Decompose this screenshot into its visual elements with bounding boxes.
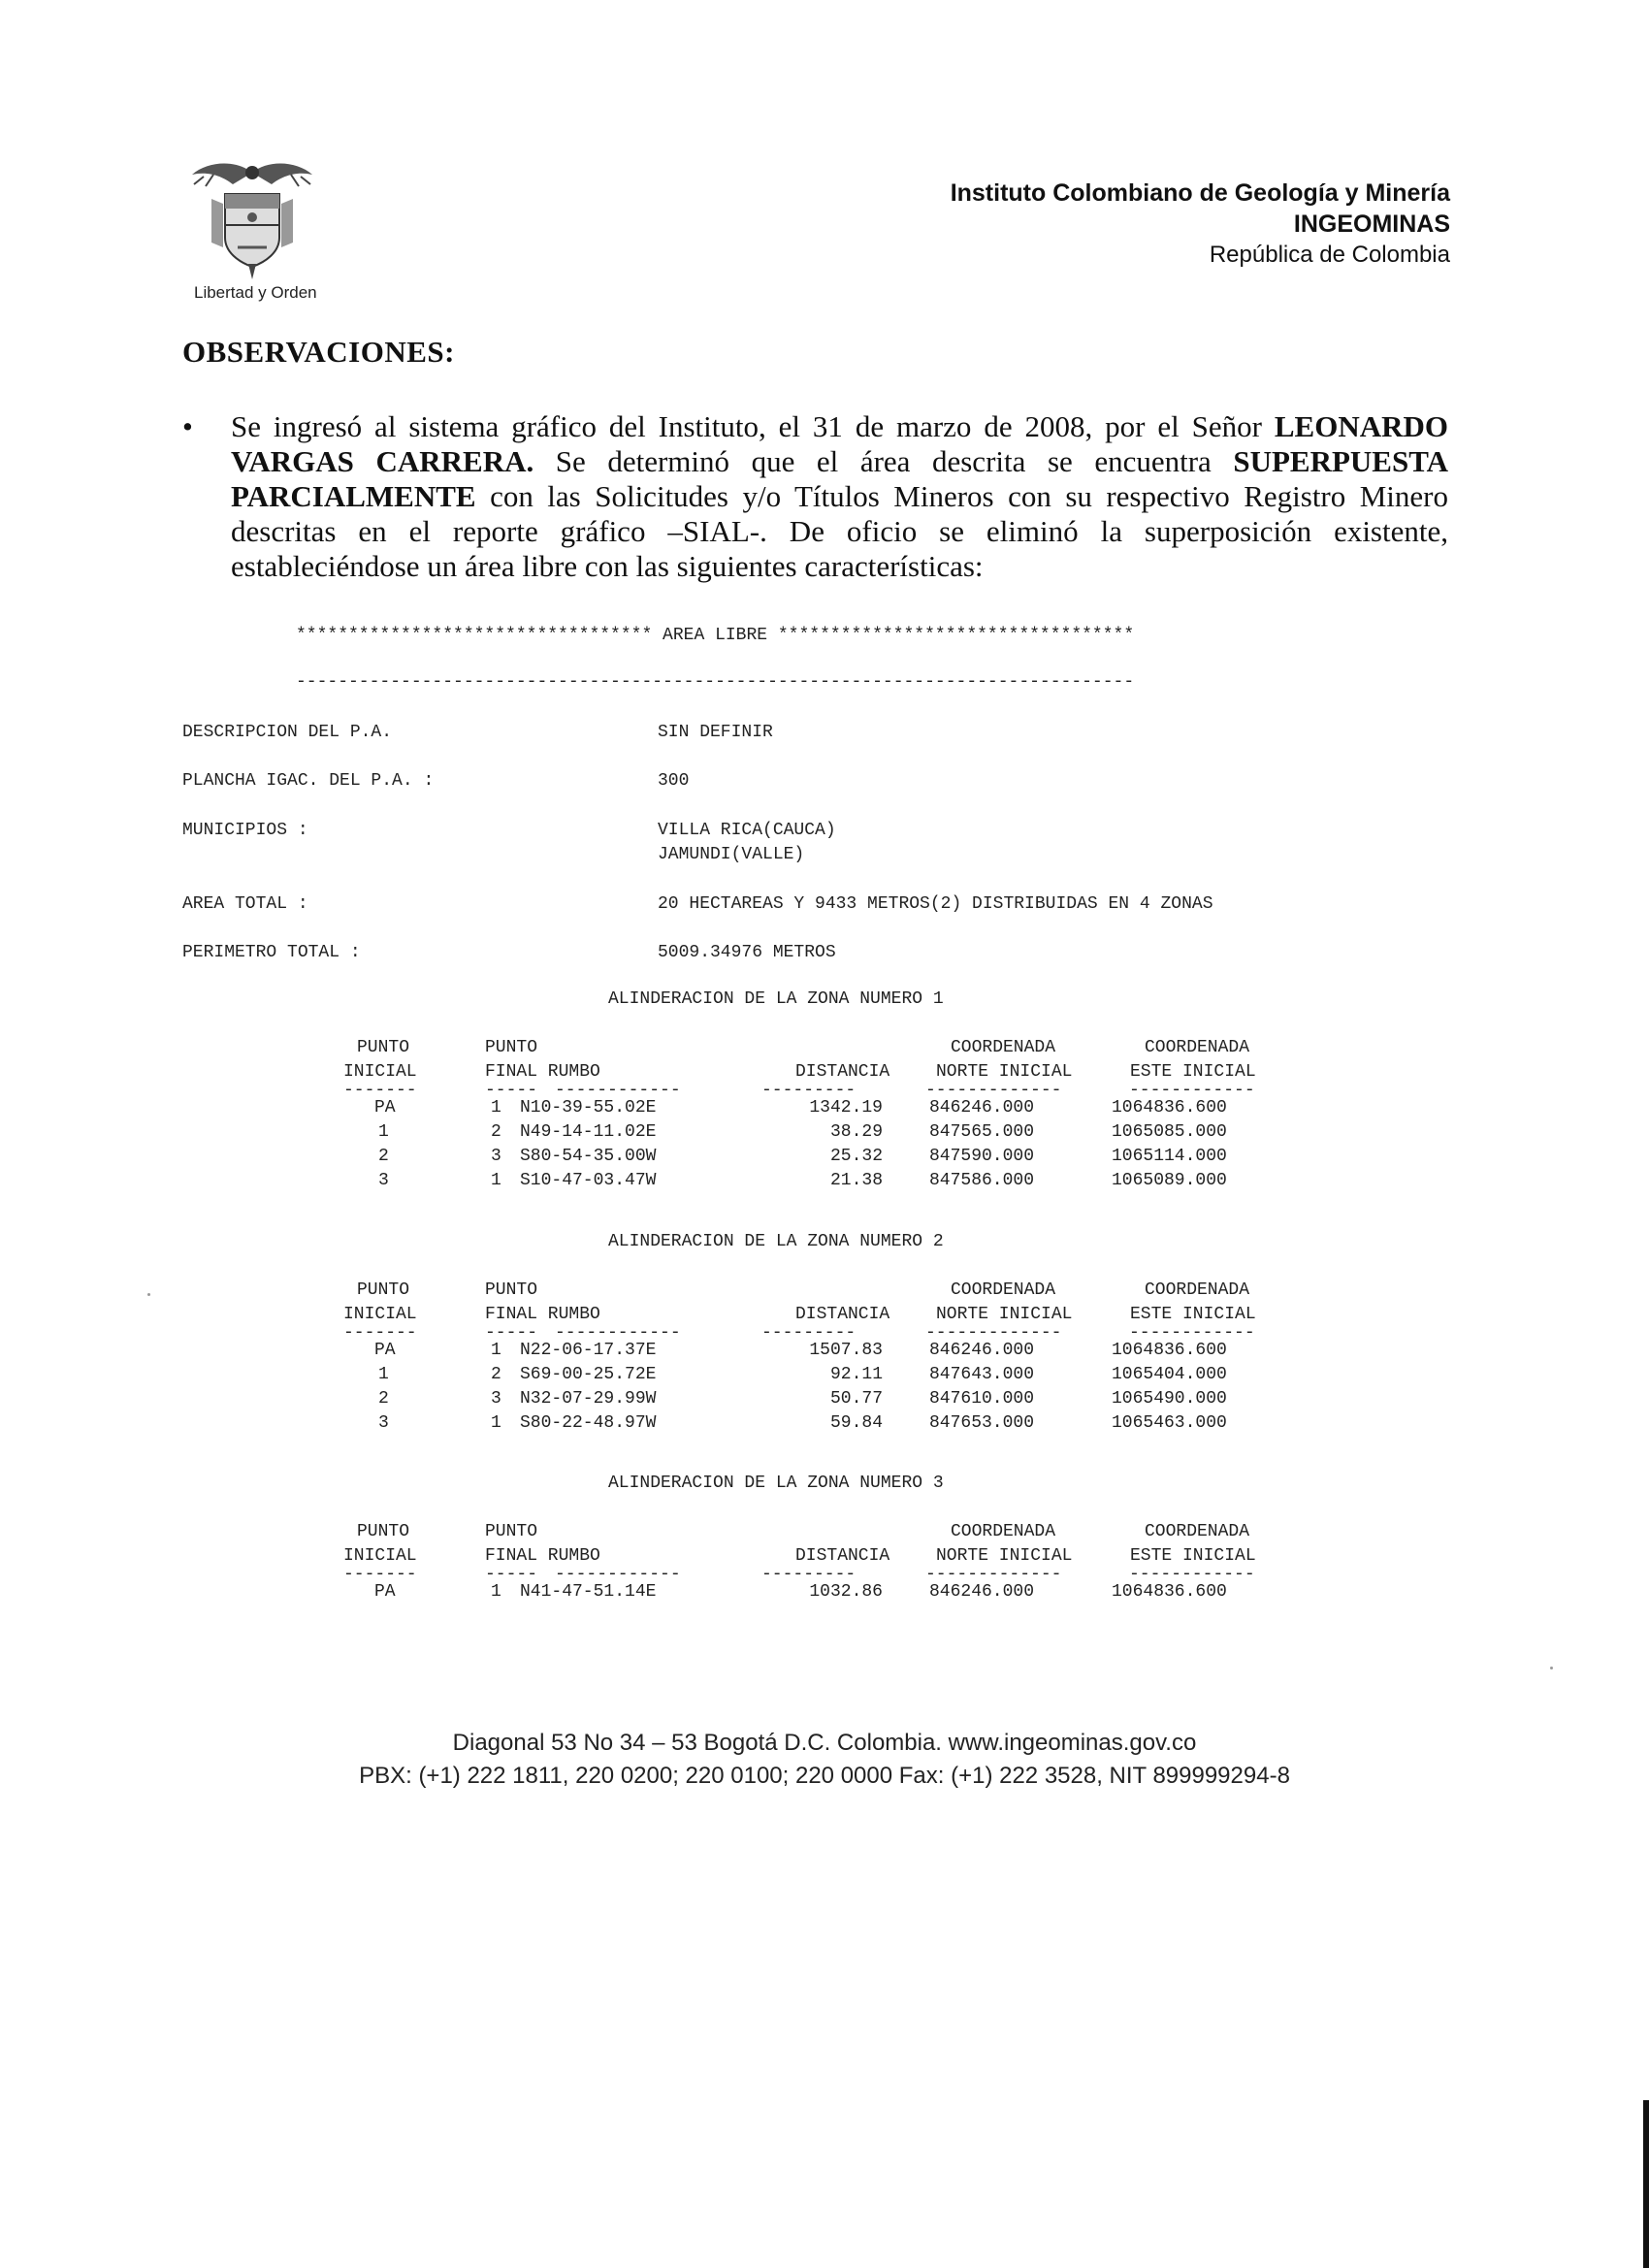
cell-inicial: 2 (378, 1389, 389, 1409)
cell-inicial: 3 (378, 1171, 389, 1190)
cell-inicial: 2 (378, 1147, 389, 1166)
header-este-inicial: ESTE INICIAL (1130, 1062, 1256, 1082)
cell-este: 1065463.000 (1112, 1413, 1227, 1433)
descripcion-value: SIN DEFINIR (658, 723, 773, 742)
cell-distancia: 1032.86 (809, 1582, 883, 1602)
cell-distancia: 1342.19 (809, 1098, 883, 1118)
cell-final: 2 (491, 1365, 501, 1384)
cell-norte: 847586.000 (929, 1171, 1035, 1190)
cell-distancia: 1507.83 (809, 1341, 883, 1360)
cell-inicial: 1 (378, 1122, 389, 1142)
cell-distancia: 92.11 (829, 1365, 883, 1384)
header-final-rumbo: FINAL RUMBO (485, 1062, 600, 1082)
cell-norte: 846246.000 (929, 1582, 1035, 1602)
table-row (330, 1147, 1300, 1171)
cell-final: 1 (491, 1582, 501, 1602)
cell-rumbo: S80-54-35.00W (520, 1147, 657, 1166)
separator: ----- (485, 1323, 538, 1343)
area-total-value: 20 HECTAREAS Y 9433 METROS(2) DISTRIBUIDAS EN 4 ZONAS (658, 894, 1213, 914)
header-coordenada-este: COORDENADA (1145, 1522, 1250, 1541)
cell-rumbo: S69-00-25.72E (520, 1365, 657, 1384)
table-row (330, 1171, 1300, 1195)
footer-address: Diagonal 53 No 34 – 53 Bogotá D.C. Colombia. www.ingeominas.gov.co (452, 1730, 1197, 1756)
header-punto-final: PUNTO (485, 1038, 538, 1057)
cell-rumbo: N49-14-11.02E (520, 1122, 657, 1142)
cell-este: 1065085.000 (1112, 1122, 1227, 1142)
cell-distancia: 38.29 (829, 1122, 883, 1142)
cell-norte: 847643.000 (929, 1365, 1035, 1384)
separator: ------- (343, 1323, 417, 1343)
separator: ----- (485, 1565, 538, 1584)
header-final-rumbo: FINAL RUMBO (485, 1305, 600, 1324)
cell-distancia: 50.77 (829, 1389, 883, 1409)
table-header-row (330, 1522, 1300, 1546)
cell-inicial: PA (374, 1341, 396, 1360)
separator: ------------ (1129, 1323, 1255, 1343)
cell-final: 1 (491, 1098, 501, 1118)
cell-rumbo: N41-47-51.14E (520, 1582, 657, 1602)
separator: ------------ (1129, 1081, 1255, 1100)
observations-paragraph (182, 409, 1448, 584)
descripcion-label: DESCRIPCION DEL P.A. (182, 723, 393, 742)
header-punto-inicial: PUNTO (357, 1522, 410, 1541)
separator: ------------ (555, 1081, 681, 1100)
cell-distancia: 21.38 (829, 1171, 883, 1190)
cell-este: 1065404.000 (1112, 1365, 1227, 1384)
cell-inicial: PA (374, 1582, 396, 1602)
header-distancia: DISTANCIA (795, 1305, 890, 1324)
table-row (330, 1413, 1300, 1438)
table-row (330, 1365, 1300, 1389)
footer-phones: PBX: (+1) 222 1811, 220 0200; 220 0100; 220 0000 Fax: (+1) 222 3528, NIT 899999294-8 (359, 1763, 1290, 1789)
table-row (330, 1582, 1300, 1606)
area-total-label: AREA TOTAL : (182, 894, 308, 914)
observations-title: OBSERVACIONES: (182, 335, 455, 369)
header-distancia: DISTANCIA (795, 1546, 890, 1566)
zone-table (330, 1038, 1300, 1195)
header-punto-inicial: PUNTO (357, 1280, 410, 1300)
cell-este: 1065089.000 (1112, 1171, 1227, 1190)
header-distancia: DISTANCIA (795, 1062, 890, 1082)
separator: --------- (761, 1323, 857, 1343)
separator: ------------- (925, 1565, 1062, 1584)
country-name: República de Colombia (1209, 242, 1450, 268)
header-este-inicial: ESTE INICIAL (1130, 1546, 1256, 1566)
table-row (330, 1122, 1300, 1147)
separator: ------------- (925, 1081, 1062, 1100)
cell-norte: 847590.000 (929, 1147, 1035, 1166)
separator-line: -------------------------------------------------------------------------------- (296, 672, 1135, 692)
perimetro-value: 5009.34976 METROS (658, 943, 836, 962)
zone-title: ALINDERACION DE LA ZONA NUMERO 2 (608, 1232, 944, 1251)
header-coordenada-este: COORDENADA (1145, 1038, 1250, 1057)
cell-inicial: 1 (378, 1365, 389, 1384)
scan-speck (1550, 1667, 1553, 1669)
header-coordenada-este: COORDENADA (1145, 1280, 1250, 1300)
table-header-row (330, 1280, 1300, 1305)
cell-norte: 847653.000 (929, 1413, 1035, 1433)
plancha-label: PLANCHA IGAC. DEL P.A. : (182, 771, 435, 791)
municipios-label: MUNICIPIOS : (182, 821, 308, 840)
zone-table (330, 1280, 1300, 1438)
table-separator-row (330, 1565, 1300, 1582)
scan-speck (147, 1293, 150, 1296)
paragraph-middle: Se determinó que el área descrita se encuentra (534, 444, 1212, 478)
cell-final: 1 (491, 1341, 501, 1360)
cell-norte: 846246.000 (929, 1341, 1035, 1360)
area-libre-banner: ********************************** AREA LIBRE ********************************** (296, 626, 1135, 645)
footer (0, 1727, 1649, 1793)
table-row (330, 1341, 1300, 1365)
header-este-inicial: ESTE INICIAL (1130, 1305, 1256, 1324)
header-inicial: INICIAL (343, 1062, 417, 1082)
zone-title: ALINDERACION DE LA ZONA NUMERO 3 (608, 1474, 944, 1493)
cell-este: 1064836.600 (1112, 1098, 1227, 1118)
table-separator-row (330, 1323, 1300, 1341)
table-row (330, 1098, 1300, 1122)
person-name: LEONARDO VARGAS CARRERA. (231, 409, 1449, 478)
cell-final: 1 (491, 1413, 501, 1433)
header-coordenada-norte: COORDENADA (951, 1280, 1056, 1300)
separator: ----- (485, 1081, 538, 1100)
header-punto-inicial: PUNTO (357, 1038, 410, 1057)
overlap-status: SUPERPUESTA PARCIALMENTE (231, 444, 1448, 513)
cell-rumbo: N32-07-29.99W (520, 1389, 657, 1409)
separator: ------- (343, 1565, 417, 1584)
separator: ------------- (925, 1323, 1062, 1343)
cell-final: 3 (491, 1147, 501, 1166)
separator: --------- (761, 1081, 857, 1100)
separator: ------- (343, 1081, 417, 1100)
header-inicial: INICIAL (343, 1305, 417, 1324)
cell-rumbo: S10-47-03.47W (520, 1171, 657, 1190)
table-header-row (330, 1038, 1300, 1062)
cell-rumbo: N10-39-55.02E (520, 1098, 657, 1118)
cell-inicial: 3 (378, 1413, 389, 1433)
header-coordenada-norte: COORDENADA (951, 1038, 1056, 1057)
cell-este: 1064836.600 (1112, 1582, 1227, 1602)
header-norte-inicial: NORTE INICIAL (936, 1305, 1073, 1324)
header-norte-inicial: NORTE INICIAL (936, 1546, 1073, 1566)
header-inicial: INICIAL (343, 1546, 417, 1566)
header-punto-final: PUNTO (485, 1522, 538, 1541)
motto: Libertad y Orden (194, 283, 317, 302)
cell-rumbo: N22-06-17.37E (520, 1341, 657, 1360)
cell-inicial: PA (374, 1098, 396, 1118)
paragraph-intro: Se ingresó al sistema gráfico del Instituto, el 31 de marzo de 2008, por el Señor (231, 409, 1262, 443)
institution-header (951, 178, 1450, 271)
separator: ------------ (555, 1565, 681, 1584)
cell-norte: 847610.000 (929, 1389, 1035, 1409)
cell-norte: 847565.000 (929, 1122, 1035, 1142)
institution-abbreviation: INGEOMINAS (1293, 211, 1450, 238)
header-norte-inicial: NORTE INICIAL (936, 1062, 1073, 1082)
cell-norte: 846246.000 (929, 1098, 1035, 1118)
separator: ------------ (555, 1323, 681, 1343)
municipio-2: JAMUNDI(VALLE) (658, 845, 805, 864)
plancha-value: 300 (658, 771, 690, 791)
cell-final: 1 (491, 1171, 501, 1190)
cell-distancia: 59.84 (829, 1413, 883, 1433)
cell-este: 1065490.000 (1112, 1389, 1227, 1409)
cell-distancia: 25.32 (829, 1147, 883, 1166)
table-separator-row (330, 1081, 1300, 1098)
cell-este: 1064836.600 (1112, 1341, 1227, 1360)
separator: --------- (761, 1565, 857, 1584)
cell-final: 2 (491, 1122, 501, 1142)
separator: ------------ (1129, 1565, 1255, 1584)
paragraph-rest: con las Solicitudes y/o Títulos Mineros con su respectivo Registro Minero descritas en el reporte gráfico –SIAL-. De oficio se eliminó la superposición existente, estableciéndose un área libre con las siguientes características: (231, 479, 1448, 583)
institution-name: Instituto Colombiano de Geología y Minería (950, 179, 1450, 207)
table-row (330, 1389, 1300, 1413)
municipio-1: VILLA RICA(CAUCA) (658, 821, 836, 840)
header-punto-final: PUNTO (485, 1280, 538, 1300)
perimetro-label: PERIMETRO TOTAL : (182, 943, 361, 962)
bullet-icon: • (182, 409, 193, 443)
scan-edge (1643, 2100, 1649, 2268)
zone-table (330, 1522, 1300, 1606)
cell-este: 1065114.000 (1112, 1147, 1227, 1166)
cell-final: 3 (491, 1389, 501, 1409)
cell-rumbo: S80-22-48.97W (520, 1413, 657, 1433)
header-final-rumbo: FINAL RUMBO (485, 1546, 600, 1566)
header-coordenada-norte: COORDENADA (951, 1522, 1056, 1541)
zone-title: ALINDERACION DE LA ZONA NUMERO 1 (608, 989, 944, 1009)
